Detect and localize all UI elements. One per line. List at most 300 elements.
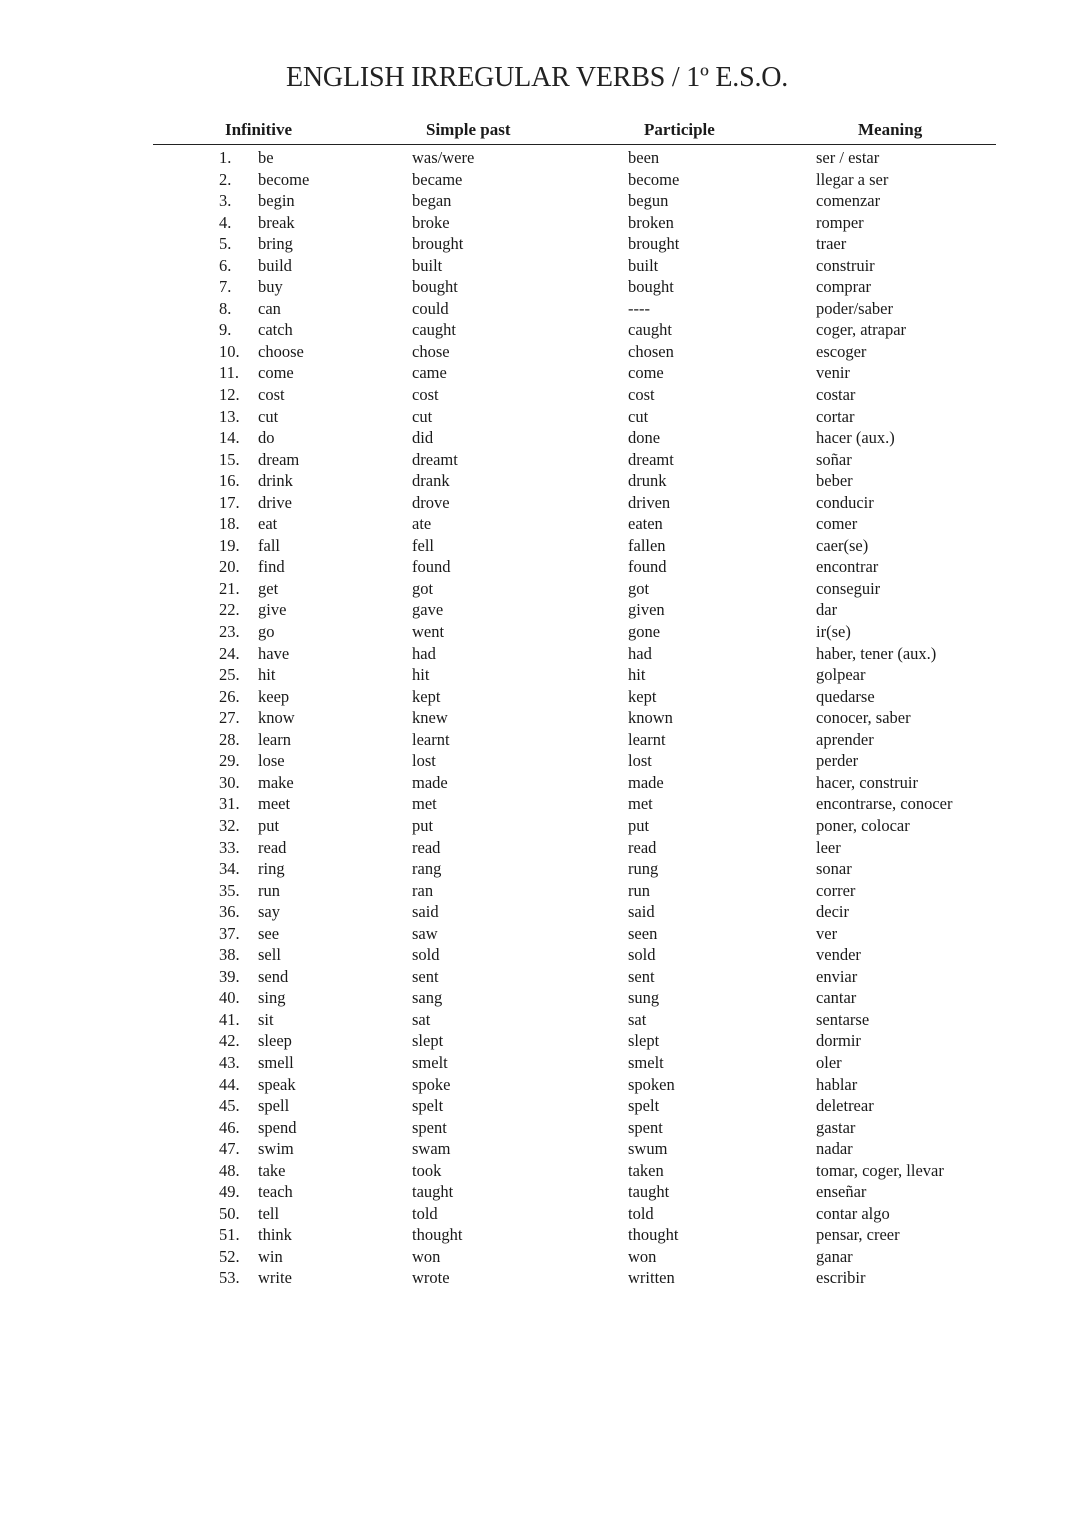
verb-participle: done bbox=[628, 428, 661, 448]
verb-simple-past: read bbox=[412, 837, 441, 857]
verb-infinitive: drink bbox=[258, 471, 293, 491]
verb-simple-past: brought bbox=[412, 234, 464, 254]
verb-simple-past: won bbox=[412, 1246, 441, 1266]
verb-meaning: romper bbox=[816, 212, 864, 232]
table-row bbox=[0, 858, 1080, 880]
verb-number: 15. bbox=[219, 449, 240, 469]
verb-number: 18. bbox=[219, 514, 240, 534]
header-infinitive: Infinitive bbox=[225, 120, 293, 139]
verb-meaning: comprar bbox=[816, 277, 871, 297]
verb-meaning: hacer (aux.) bbox=[816, 428, 895, 448]
verb-simple-past: smelt bbox=[412, 1052, 448, 1072]
verb-participle: taken bbox=[628, 1160, 664, 1180]
verb-simple-past: dreamt bbox=[412, 449, 458, 469]
verb-simple-past: put bbox=[412, 815, 434, 835]
verb-meaning: beber bbox=[816, 471, 853, 491]
verb-table-body bbox=[0, 147, 1080, 1289]
verb-number: 28. bbox=[219, 729, 240, 749]
table-row bbox=[0, 837, 1080, 859]
verb-infinitive: cost bbox=[258, 385, 285, 405]
verb-meaning: dar bbox=[816, 600, 838, 620]
verb-participle: sold bbox=[628, 945, 656, 965]
verb-number: 16. bbox=[219, 471, 240, 491]
verb-number: 12. bbox=[219, 385, 240, 405]
verb-participle: spent bbox=[628, 1117, 663, 1137]
verb-meaning: cortar bbox=[816, 406, 855, 426]
verb-number: 44. bbox=[219, 1074, 240, 1094]
verb-simple-past: became bbox=[412, 169, 463, 189]
verb-number: 9. bbox=[219, 320, 232, 340]
verb-meaning: oler bbox=[816, 1052, 842, 1072]
verb-simple-past: thought bbox=[412, 1225, 463, 1245]
verb-meaning: enseñar bbox=[816, 1182, 867, 1202]
verb-number: 48. bbox=[219, 1160, 240, 1180]
verb-number: 42. bbox=[219, 1031, 240, 1051]
verb-infinitive: see bbox=[258, 923, 280, 943]
verb-number: 26. bbox=[219, 686, 240, 706]
table-row bbox=[0, 470, 1080, 492]
verb-number: 24. bbox=[219, 643, 240, 663]
verb-simple-past: fell bbox=[412, 535, 434, 555]
table-row bbox=[0, 621, 1080, 643]
verb-meaning: poner, colocar bbox=[816, 815, 910, 835]
verb-meaning: decir bbox=[816, 902, 849, 922]
verb-meaning: contar algo bbox=[816, 1203, 890, 1223]
verb-infinitive: think bbox=[258, 1225, 292, 1245]
verb-number: 25. bbox=[219, 665, 240, 685]
table-row bbox=[0, 987, 1080, 1009]
verb-simple-past: kept bbox=[412, 686, 441, 706]
verb-simple-past: sold bbox=[412, 945, 440, 965]
verb-meaning: ir(se) bbox=[816, 622, 851, 642]
verb-infinitive: swim bbox=[258, 1139, 294, 1159]
verb-meaning: perder bbox=[816, 751, 859, 771]
table-row bbox=[0, 147, 1080, 169]
verb-meaning: sonar bbox=[816, 859, 852, 879]
verb-participle: cost bbox=[628, 385, 655, 405]
table-row bbox=[0, 169, 1080, 191]
verb-participle: found bbox=[628, 557, 667, 577]
verb-number: 37. bbox=[219, 923, 240, 943]
verb-simple-past: gave bbox=[412, 600, 444, 620]
table-row bbox=[0, 1203, 1080, 1225]
verb-meaning: comer bbox=[816, 514, 858, 534]
verb-infinitive: write bbox=[258, 1268, 292, 1288]
verb-simple-past: cost bbox=[412, 385, 439, 405]
table-row bbox=[0, 556, 1080, 578]
verb-participle: told bbox=[628, 1203, 654, 1223]
header-meaning: Meaning bbox=[858, 120, 923, 139]
verb-number: 1. bbox=[219, 148, 232, 167]
table-row bbox=[0, 772, 1080, 794]
table-row bbox=[0, 233, 1080, 255]
verb-infinitive: can bbox=[258, 298, 281, 318]
verb-infinitive: cut bbox=[258, 406, 279, 426]
verb-infinitive: give bbox=[258, 600, 287, 620]
verb-simple-past: could bbox=[412, 298, 449, 318]
verb-simple-past: spent bbox=[412, 1117, 447, 1137]
verb-number: 43. bbox=[219, 1052, 240, 1072]
table-row bbox=[0, 492, 1080, 514]
verb-participle: fallen bbox=[628, 535, 666, 555]
table-row bbox=[0, 449, 1080, 471]
header-simple-past: Simple past bbox=[426, 120, 511, 139]
verb-participle: been bbox=[628, 148, 660, 167]
table-row bbox=[0, 578, 1080, 600]
verb-simple-past: had bbox=[412, 643, 436, 663]
table-row bbox=[0, 750, 1080, 772]
verb-participle: given bbox=[628, 600, 665, 620]
verb-infinitive: buy bbox=[258, 277, 283, 297]
verb-number: 6. bbox=[219, 255, 232, 275]
verb-participle: put bbox=[628, 815, 650, 835]
verb-number: 19. bbox=[219, 535, 240, 555]
verb-number: 32. bbox=[219, 815, 240, 835]
verb-participle: gone bbox=[628, 622, 661, 642]
verb-infinitive: fall bbox=[258, 535, 280, 555]
table-row bbox=[0, 406, 1080, 428]
verb-infinitive: learn bbox=[258, 729, 291, 749]
verb-number: 38. bbox=[219, 945, 240, 965]
verb-simple-past: drove bbox=[412, 492, 450, 512]
verb-participle: got bbox=[628, 578, 650, 598]
verb-infinitive: go bbox=[258, 622, 275, 642]
verb-participle: had bbox=[628, 643, 652, 663]
verb-meaning: comenzar bbox=[816, 191, 881, 211]
verb-number: 49. bbox=[219, 1182, 240, 1202]
table-row bbox=[0, 729, 1080, 751]
verb-simple-past: began bbox=[412, 191, 452, 211]
verb-simple-past: lost bbox=[412, 751, 436, 771]
verb-meaning: ser / estar bbox=[816, 148, 880, 167]
verb-meaning: escribir bbox=[816, 1268, 866, 1288]
verb-participle: said bbox=[628, 902, 655, 922]
verb-infinitive: run bbox=[258, 880, 280, 900]
verb-simple-past: taught bbox=[412, 1182, 454, 1202]
verb-simple-past: broke bbox=[412, 212, 450, 232]
table-row bbox=[0, 319, 1080, 341]
verb-simple-past: drank bbox=[412, 471, 450, 491]
verb-participle: sent bbox=[628, 966, 655, 986]
verb-participle: made bbox=[628, 772, 664, 792]
verb-participle: hit bbox=[628, 665, 646, 685]
verb-infinitive: put bbox=[258, 815, 280, 835]
verb-number: 36. bbox=[219, 902, 240, 922]
verb-infinitive: teach bbox=[258, 1182, 293, 1202]
verb-meaning: conseguir bbox=[816, 578, 881, 598]
verb-meaning: construir bbox=[816, 255, 875, 275]
table-row bbox=[0, 362, 1080, 384]
verb-participle: sat bbox=[628, 1009, 647, 1029]
verb-participle: caught bbox=[628, 320, 672, 340]
table-row bbox=[0, 513, 1080, 535]
verb-infinitive: read bbox=[258, 837, 287, 857]
verb-infinitive: bring bbox=[258, 234, 293, 254]
verb-meaning: ver bbox=[816, 923, 838, 943]
verb-number: 10. bbox=[219, 341, 240, 361]
verb-number: 52. bbox=[219, 1246, 240, 1266]
verb-meaning: sentarse bbox=[816, 1009, 870, 1029]
table-row bbox=[0, 664, 1080, 686]
verb-participle: chosen bbox=[628, 341, 674, 361]
verb-simple-past: found bbox=[412, 557, 451, 577]
verb-participle: slept bbox=[628, 1031, 660, 1051]
verb-meaning: llegar a ser bbox=[816, 169, 889, 189]
verb-participle: spelt bbox=[628, 1096, 660, 1116]
verb-infinitive: find bbox=[258, 557, 285, 577]
verb-simple-past: ate bbox=[412, 514, 432, 534]
verb-meaning: hablar bbox=[816, 1074, 858, 1094]
verb-infinitive: smell bbox=[258, 1052, 294, 1072]
verb-simple-past: caught bbox=[412, 320, 456, 340]
verb-number: 3. bbox=[219, 191, 232, 211]
verb-infinitive: be bbox=[258, 148, 274, 167]
verb-participle: sung bbox=[628, 988, 660, 1008]
verb-participle: begun bbox=[628, 191, 669, 211]
verb-simple-past: rang bbox=[412, 859, 442, 879]
verb-meaning: venir bbox=[816, 363, 850, 383]
verb-infinitive: begin bbox=[258, 191, 295, 211]
verb-participle: lost bbox=[628, 751, 652, 771]
verb-number: 46. bbox=[219, 1117, 240, 1137]
verb-infinitive: meet bbox=[258, 794, 291, 814]
verb-meaning: caer(se) bbox=[816, 535, 869, 555]
verb-number: 33. bbox=[219, 837, 240, 857]
page-title: ENGLISH IRREGULAR VERBS / 1º E.S.O. bbox=[286, 62, 789, 93]
verb-meaning: vender bbox=[816, 945, 861, 965]
verb-meaning: encontrarse, conocer bbox=[816, 794, 953, 814]
verb-participle: eaten bbox=[628, 514, 663, 534]
verb-simple-past: did bbox=[412, 428, 434, 448]
verb-number: 4. bbox=[219, 212, 232, 232]
verb-participle: drunk bbox=[628, 471, 667, 491]
verb-participle: come bbox=[628, 363, 664, 383]
verb-participle: broken bbox=[628, 212, 674, 232]
verb-number: 51. bbox=[219, 1225, 240, 1245]
verb-number: 7. bbox=[219, 277, 232, 297]
verb-infinitive: eat bbox=[258, 514, 278, 534]
verb-participle: cut bbox=[628, 406, 649, 426]
verb-meaning: correr bbox=[816, 880, 856, 900]
verb-meaning: haber, tener (aux.) bbox=[816, 643, 937, 663]
verb-participle: rung bbox=[628, 859, 659, 879]
verb-infinitive: say bbox=[258, 902, 280, 922]
verb-participle: read bbox=[628, 837, 657, 857]
verb-simple-past: knew bbox=[412, 708, 448, 728]
table-row bbox=[0, 535, 1080, 557]
verb-infinitive: choose bbox=[258, 341, 304, 361]
table-row bbox=[0, 1074, 1080, 1096]
verb-infinitive: make bbox=[258, 772, 294, 792]
table-header bbox=[0, 120, 1080, 142]
verb-number: 45. bbox=[219, 1096, 240, 1116]
table-row bbox=[0, 686, 1080, 708]
table-row bbox=[0, 190, 1080, 212]
verb-participle: written bbox=[628, 1268, 675, 1288]
table-row bbox=[0, 1181, 1080, 1203]
verb-simple-past: chose bbox=[412, 341, 450, 361]
verb-meaning: poder/saber bbox=[816, 298, 893, 318]
verb-infinitive: come bbox=[258, 363, 294, 383]
verb-simple-past: slept bbox=[412, 1031, 444, 1051]
verb-participle: swum bbox=[628, 1139, 668, 1159]
table-row bbox=[0, 1095, 1080, 1117]
verb-meaning: encontrar bbox=[816, 557, 879, 577]
verb-participle: become bbox=[628, 169, 680, 189]
verb-meaning: dormir bbox=[816, 1031, 861, 1051]
verb-number: 47. bbox=[219, 1139, 240, 1159]
verb-infinitive: sleep bbox=[258, 1031, 292, 1051]
verb-simple-past: said bbox=[412, 902, 439, 922]
verb-meaning: soñar bbox=[816, 449, 852, 469]
verb-participle: built bbox=[628, 255, 659, 275]
verb-participle: brought bbox=[628, 234, 680, 254]
verb-simple-past: came bbox=[412, 363, 447, 383]
table-row bbox=[0, 923, 1080, 945]
verb-simple-past: bought bbox=[412, 277, 458, 297]
verb-simple-past: went bbox=[412, 622, 445, 642]
table-row bbox=[0, 707, 1080, 729]
verb-infinitive: speak bbox=[258, 1074, 296, 1094]
verb-number: 14. bbox=[219, 428, 240, 448]
verb-infinitive: get bbox=[258, 578, 279, 598]
verb-participle: thought bbox=[628, 1225, 679, 1245]
verb-simple-past: saw bbox=[412, 923, 438, 943]
header-divider bbox=[153, 144, 996, 145]
verb-meaning: cantar bbox=[816, 988, 857, 1008]
verb-simple-past: made bbox=[412, 772, 448, 792]
table-row bbox=[0, 212, 1080, 234]
verb-number: 17. bbox=[219, 492, 240, 512]
verb-infinitive: keep bbox=[258, 686, 290, 706]
table-row bbox=[0, 276, 1080, 298]
verb-meaning: pensar, creer bbox=[816, 1225, 900, 1245]
verb-number: 50. bbox=[219, 1203, 240, 1223]
verb-simple-past: sent bbox=[412, 966, 439, 986]
verb-number: 30. bbox=[219, 772, 240, 792]
verb-infinitive: become bbox=[258, 169, 310, 189]
verb-simple-past: hit bbox=[412, 665, 430, 685]
table-row bbox=[0, 1246, 1080, 1268]
table-row bbox=[0, 1160, 1080, 1182]
verb-simple-past: swam bbox=[412, 1139, 451, 1159]
verb-participle: learnt bbox=[628, 729, 666, 749]
verb-participle: ---- bbox=[628, 298, 650, 318]
verb-simple-past: sang bbox=[412, 988, 443, 1008]
verb-simple-past: ran bbox=[412, 880, 434, 900]
verb-participle: smelt bbox=[628, 1052, 664, 1072]
verb-meaning: aprender bbox=[816, 729, 874, 749]
table-row bbox=[0, 793, 1080, 815]
verb-number: 39. bbox=[219, 966, 240, 986]
verb-meaning: golpear bbox=[816, 665, 866, 685]
verb-meaning: leer bbox=[816, 837, 841, 857]
verb-number: 21. bbox=[219, 578, 240, 598]
table-row bbox=[0, 1224, 1080, 1246]
verb-infinitive: take bbox=[258, 1160, 286, 1180]
table-row bbox=[0, 1138, 1080, 1160]
verb-meaning: gastar bbox=[816, 1117, 856, 1137]
verb-infinitive: lose bbox=[258, 751, 285, 771]
verb-meaning: traer bbox=[816, 234, 847, 254]
verb-simple-past: wrote bbox=[412, 1268, 450, 1288]
table-row bbox=[0, 298, 1080, 320]
verb-meaning: conocer, saber bbox=[816, 708, 911, 728]
verb-infinitive: dream bbox=[258, 449, 300, 469]
verb-meaning: escoger bbox=[816, 341, 867, 361]
verb-participle: bought bbox=[628, 277, 674, 297]
verb-infinitive: hit bbox=[258, 665, 276, 685]
verb-meaning: coger, atrapar bbox=[816, 320, 907, 340]
verb-number: 31. bbox=[219, 794, 240, 814]
verb-infinitive: spend bbox=[258, 1117, 297, 1137]
verb-infinitive: build bbox=[258, 255, 292, 275]
table-row bbox=[0, 880, 1080, 902]
verb-infinitive: drive bbox=[258, 492, 292, 512]
verb-participle: met bbox=[628, 794, 653, 814]
verb-number: 5. bbox=[219, 234, 232, 254]
table-row bbox=[0, 255, 1080, 277]
verb-infinitive: do bbox=[258, 428, 275, 448]
verb-number: 34. bbox=[219, 859, 240, 879]
verb-simple-past: cut bbox=[412, 406, 433, 426]
verb-infinitive: break bbox=[258, 212, 295, 232]
verb-infinitive: sit bbox=[258, 1009, 274, 1029]
table-row bbox=[0, 599, 1080, 621]
header-participle: Participle bbox=[644, 120, 715, 139]
verb-participle: seen bbox=[628, 923, 658, 943]
verb-infinitive: know bbox=[258, 708, 295, 728]
verb-infinitive: tell bbox=[258, 1203, 280, 1223]
verb-participle: run bbox=[628, 880, 650, 900]
verb-participle: taught bbox=[628, 1182, 670, 1202]
verb-number: 8. bbox=[219, 298, 232, 318]
verb-simple-past: met bbox=[412, 794, 437, 814]
verb-infinitive: sell bbox=[258, 945, 281, 965]
verb-participle: spoken bbox=[628, 1074, 675, 1094]
verb-meaning: ganar bbox=[816, 1246, 853, 1266]
verb-number: 2. bbox=[219, 169, 232, 189]
table-row bbox=[0, 1117, 1080, 1139]
verb-participle: kept bbox=[628, 686, 657, 706]
verb-infinitive: win bbox=[258, 1246, 283, 1266]
verb-infinitive: have bbox=[258, 643, 290, 663]
verb-participle: known bbox=[628, 708, 673, 728]
verb-simple-past: learnt bbox=[412, 729, 450, 749]
verb-meaning: conducir bbox=[816, 492, 874, 512]
verb-number: 23. bbox=[219, 622, 240, 642]
verb-simple-past: took bbox=[412, 1160, 442, 1180]
verb-meaning: tomar, coger, llevar bbox=[816, 1160, 944, 1180]
verb-meaning: quedarse bbox=[816, 686, 875, 706]
verb-infinitive: ring bbox=[258, 859, 285, 879]
table-row bbox=[0, 901, 1080, 923]
verb-infinitive: catch bbox=[258, 320, 293, 340]
verb-number: 11. bbox=[219, 363, 240, 383]
verb-infinitive: spell bbox=[258, 1096, 290, 1116]
table-row bbox=[0, 341, 1080, 363]
verb-meaning: costar bbox=[816, 385, 856, 405]
table-row bbox=[0, 384, 1080, 406]
verb-meaning: nadar bbox=[816, 1139, 853, 1159]
verb-simple-past: spelt bbox=[412, 1096, 444, 1116]
verb-number: 22. bbox=[219, 600, 240, 620]
verb-participle: dreamt bbox=[628, 449, 674, 469]
table-row bbox=[0, 427, 1080, 449]
table-row bbox=[0, 1052, 1080, 1074]
table-row bbox=[0, 1267, 1080, 1289]
verb-simple-past: was/were bbox=[412, 148, 475, 167]
